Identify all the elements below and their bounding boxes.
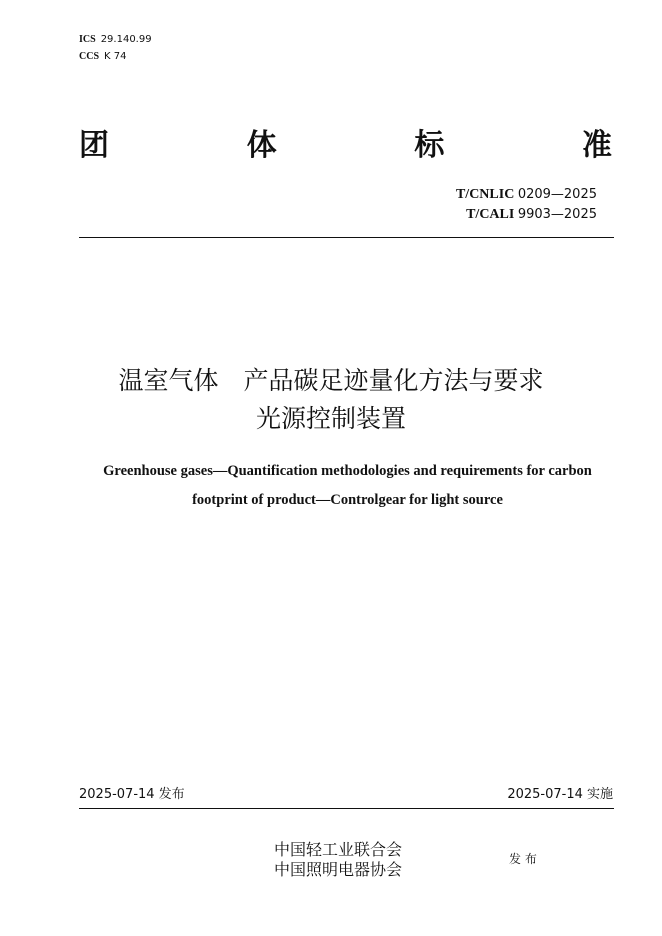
footer-divider: [79, 808, 614, 809]
standard-type-char: 标: [414, 128, 445, 163]
code-prefix: T/CNLIC: [455, 187, 515, 202]
standard-code-2: [466, 206, 597, 223]
ccs-value: K 74: [104, 51, 127, 62]
standard-type-char: 体: [246, 128, 277, 163]
ics-value: 29.140.99: [100, 34, 152, 45]
standard-code-1: [456, 186, 597, 203]
ccs-label: CCS: [79, 51, 100, 62]
publisher-org-2: 中国照明电器协会: [274, 860, 403, 879]
standard-type-char: 团: [79, 128, 109, 163]
issue-date: 2025-07-14 发布: [79, 787, 185, 802]
code-number: 9903—2025: [517, 207, 597, 222]
publisher-org-1: 中国轻工业联合会: [274, 840, 403, 859]
implementation-date: 2025-07-14 实施: [507, 787, 613, 802]
ccs-line: [79, 51, 126, 63]
ics-label: ICS: [79, 34, 96, 45]
title-en-line2: footprint of product—Controlgear for light source: [192, 492, 503, 508]
code-number: 0209—2025: [517, 187, 597, 202]
standard-type-char: 准: [581, 128, 612, 163]
publish-label: 发 布: [509, 852, 537, 866]
ics-line: [79, 34, 152, 46]
code-prefix: T/CALI: [466, 207, 515, 222]
title-en-line1: Greenhouse gases—Quantification methodologies and requirements for carbon: [103, 463, 592, 479]
header-divider: [79, 237, 614, 238]
title-cn-line1: 温室气体 产品碳足迹量化方法与要求: [118, 366, 544, 395]
standard-type-heading: [79, 128, 612, 164]
title-cn-line2: 光源控制装置: [255, 404, 406, 433]
